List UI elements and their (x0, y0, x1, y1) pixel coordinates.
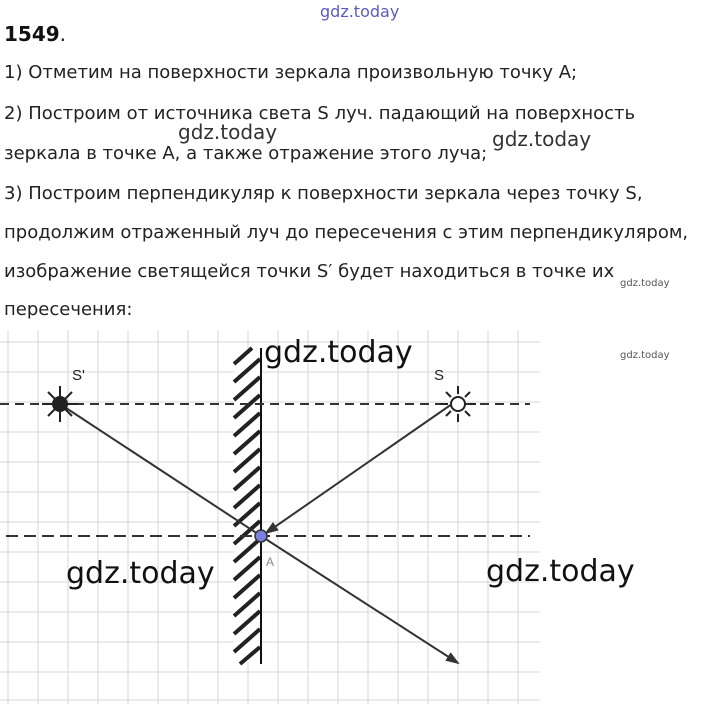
label-s-prime: S' (72, 367, 85, 384)
problem-number (4, 22, 66, 46)
solution-line-7: пересечения: (4, 299, 133, 320)
watermark-diagram-top: gdz.today (264, 335, 413, 370)
incident-ray (266, 404, 452, 533)
solution-line-3: зеркала в точке A, а также отражение этого луча; (4, 143, 488, 164)
solution-line-5: продолжим отраженный луч до пересечения с этим перпендикуляром, (4, 222, 689, 243)
solution-line-6: изображение светящейся точки S′ будет находиться в точке их (4, 261, 615, 282)
header-watermark: gdz.today (320, 2, 400, 21)
mirror-diagram (0, 330, 720, 704)
problem-number-value: 1549 (4, 22, 60, 46)
watermark-diagram-right: gdz.today (486, 554, 635, 589)
watermark-small-2: gdz.today (620, 350, 670, 361)
light-source-point-s (440, 386, 476, 422)
watermark-diagram-left: gdz.today (66, 556, 215, 591)
label-a: A (266, 555, 275, 569)
watermark-text-right: gdz.today (492, 127, 592, 151)
reflected-ray-extension (60, 404, 261, 536)
solution-line-4: 3) Построим перпендикуляр к поверхности зеркала через точку S, (4, 183, 643, 204)
watermark-text-left: gdz.today (178, 120, 278, 144)
mirror (234, 348, 261, 664)
solution-line-2: 2) Построим от источника света S луч. падающий на поверхность (4, 103, 636, 124)
virtual-image-point-s-prime (42, 386, 78, 422)
problem-number-dot: . (59, 22, 67, 46)
point-a-marker (255, 530, 267, 542)
solution-line-1: 1) Отметим на поверхности зеркала произвольную точку A; (4, 62, 578, 83)
watermark-small-1: gdz.today (620, 278, 670, 289)
label-s: S (434, 367, 445, 384)
